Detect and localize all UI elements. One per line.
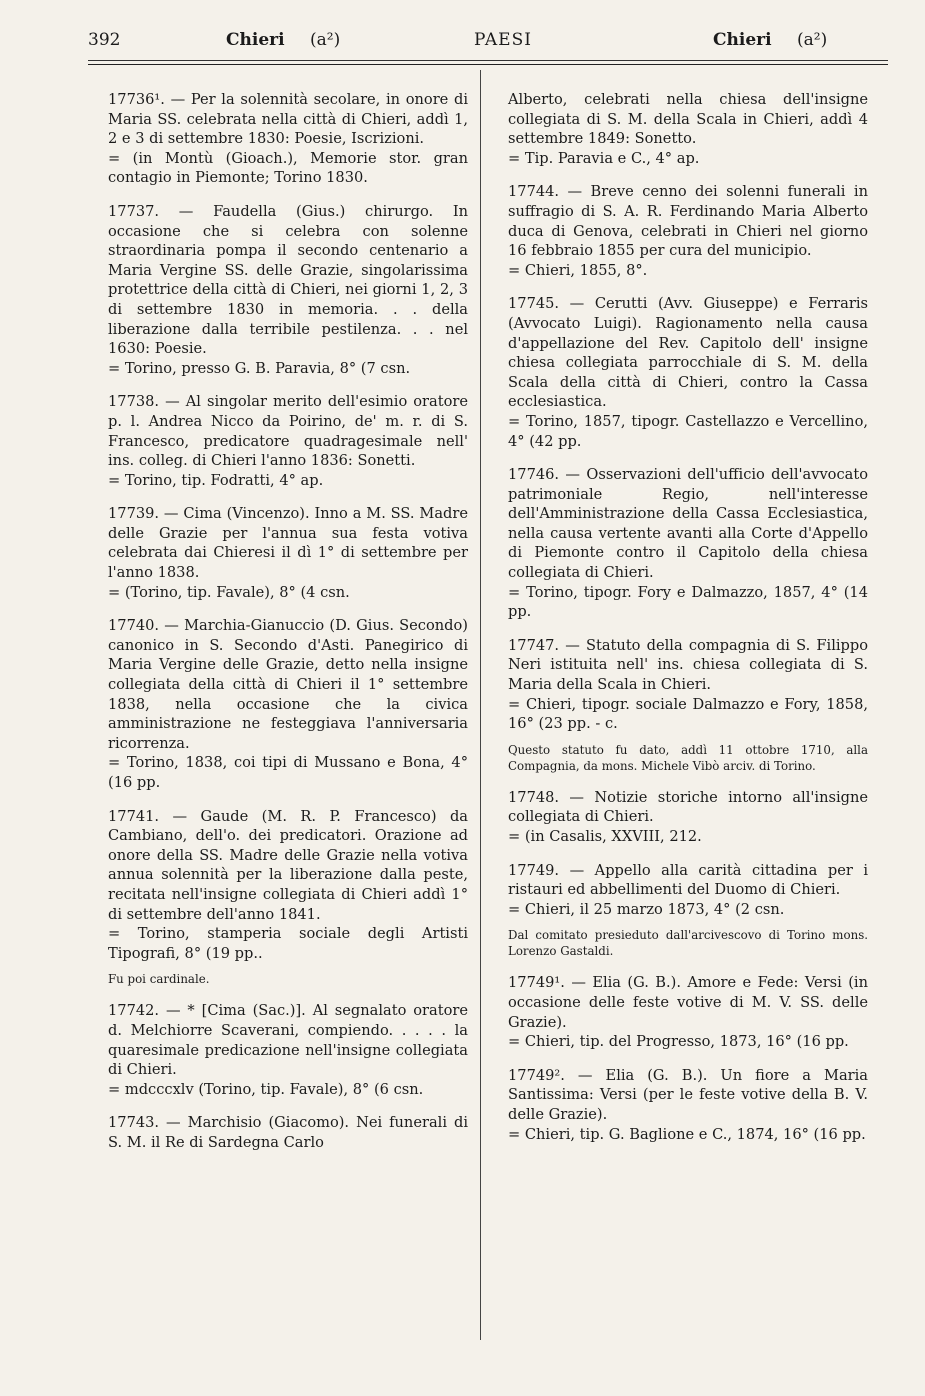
entry-imprint: = Tip. Paravia e C., 4° ap.	[508, 149, 700, 167]
header-left-title: Chieri	[226, 30, 285, 50]
catalog-entry	[508, 788, 868, 847]
entry-text: 17742. — * [Cima (Sac.)]. Al segnalato oratore d. Melchiorre Scaverani, compiendo. . . . . la quaresimale predicazione nell'insigne collegiata di Chieri.	[108, 1002, 468, 1079]
header-rule-double	[88, 64, 888, 65]
header-rule	[88, 60, 888, 61]
entry-imprint: = Chieri, 1855, 8°.	[508, 261, 648, 279]
catalog-entry	[508, 636, 868, 734]
catalog-entry	[508, 973, 868, 1051]
entry-imprint: = Chieri, tipogr. sociale Dalmazzo e Fory, 1858, 16° (23 pp. - c.	[508, 695, 868, 733]
page-number: 392	[88, 30, 121, 50]
entry-text: 17749. — Appello alla carità cittadina per i ristauri ed abbellimenti del Duomo di Chieri.	[508, 861, 868, 899]
entry-text: 17739. — Cima (Vincenzo). Inno a M. SS. Madre delle Grazie per l'annua sua festa votiva celebrata dai Chieresi il dì 1° di settembre per l'anno 1838.	[108, 505, 468, 582]
right-column	[508, 90, 868, 1158]
entry-imprint: = (in Casalis, XXVIII, 212.	[508, 828, 702, 845]
entry-imprint: = Torino, tip. Fodratti, 4° ap.	[108, 471, 324, 489]
entry-text: 17741. — Gaude (M. R. P. Francesco) da Cambiano, dell'o. dei predicatori. Orazione ad onore della SS. Madre delle Grazie nella votiva annua solennità per la liberazione dalla peste, recitata nell'insigne collegiata di Chieri addì 1° di settembre dell'anno 1841.	[108, 807, 468, 923]
catalog-entry	[508, 294, 868, 451]
entry-imprint: = Chieri, tip. G. Baglione e C., 1874, 16° (16 pp.	[508, 1125, 866, 1143]
entry-imprint: = mdcccxlv (Torino, tip. Favale), 8° (6 csn.	[108, 1080, 424, 1098]
entry-text: 17748. — Notizie storiche intorno all'insigne collegiata di Chieri.	[508, 788, 868, 826]
entry-text: 17736¹. — Per la solennità secolare, in onore di Maria SS. celebrata nella città di Chieri, addì 1, 2 e 3 di settembre 1830: Poesie, Iscrizioni.	[108, 91, 468, 148]
entry-imprint: = Torino, presso G. B. Paravia, 8° (7 csn.	[108, 359, 411, 377]
entry-imprint: = Torino, stamperia sociale degli Artisti Tipografi, 8° (19 pp..	[108, 925, 468, 962]
catalog-entry	[508, 1066, 868, 1144]
entry-text: 17743. — Marchisio (Giacomo). Nei funerali di S. M. il Re di Sardegna Carlo	[108, 1114, 468, 1151]
catalog-entry	[508, 90, 868, 168]
catalog-entry	[508, 182, 868, 280]
entry-note: Fu poi cardinale.	[108, 972, 210, 987]
catalog-entry	[108, 1113, 468, 1152]
entry-text: 17749¹. — Elia (G. B.). Amore e Fede: Versi (in occasione delle feste votive di M. V. SS. delle Grazie).	[508, 974, 868, 1031]
catalog-entry	[108, 807, 468, 964]
catalog-entry	[108, 90, 468, 188]
running-header	[88, 30, 888, 58]
entry-text: 17747. — Statuto della compagnia di S. Filippo Neri istituita nell' ins. chiesa collegiata di S. Maria della Scala in Chieri.	[508, 636, 868, 694]
entry-imprint: = Torino, tipogr. Fory e Dalmazzo, 1857, 4° (14 pp.	[508, 583, 868, 621]
entry-imprint: = Torino, 1857, tipogr. Castellazzo e Vercellino, 4° (42 pp.	[508, 412, 868, 450]
header-left-sub: (a²)	[310, 30, 341, 50]
catalog-entry	[108, 202, 468, 378]
entry-imprint: = Torino, 1838, coi tipi di Mussano e Bona, 4° (16 pp.	[108, 754, 468, 791]
catalog-entry	[508, 465, 868, 622]
column-divider	[480, 70, 481, 1340]
entry-text: 17740. — Marchia-Gianuccio (D. Gius. Secondo) canonico in S. Secondo d'Asti. Panegirico di Maria Vergine delle Grazie, detto nella insigne collegiata della città di Chieri il 1° settembre 1838, nella occasione che la civica amministrazione ne festeggiava l'anniversaria ricorrenza.	[108, 617, 468, 752]
catalog-entry	[108, 616, 468, 792]
entry-imprint: = Chieri, tip. del Progresso, 1873, 16° (16 pp.	[508, 1033, 849, 1051]
catalog-entry	[108, 504, 468, 602]
entry-note: Dal comitato presieduto dall'arcivescovo di Torino mons. Lorenzo Gastaldi.	[508, 928, 868, 959]
entry-imprint: = (in Montù (Gioach.), Memorie stor. gran contagio in Piemonte; Torino 1830.	[108, 149, 468, 187]
entry-text: 17746. — Osservazioni dell'ufficio dell'avvocato patrimoniale Regio, nell'interesse dell'Amministrazione della Cassa Ecclesiastica, nella causa vertente avanti alla Corte d'Appello di Piemonte contro il Capitolo della chiesa collegiata di Chieri.	[508, 466, 868, 582]
entry-text: 17737. — Faudella (Gius.) chirurgo. In occasione che si celebra con solenne straordinaria pompa il secondo centenario a Maria Vergine SS. delle Grazie, singolarissima protettrice della città di Chieri, nei giorni 1, 2, 3 di settembre 1830 in memoria. . . della liberazione dalla terribile pestilenza. . . nel 1630: Poesie.	[108, 202, 468, 358]
entry-text: 17744. — Breve cenno dei solenni funerali in suffragio di S. A. R. Ferdinando Maria Alberto duca di Genova, celebrati in Chieri nel giorno 16 febbraio 1855 per cura del municipio.	[508, 183, 868, 260]
left-column	[108, 90, 468, 1167]
header-right-title: Chieri	[713, 30, 772, 50]
entry-text: Alberto, celebrati nella chiesa dell'insigne collegiata di S. M. della Scala in Chieri, addì 4 settembre 1849: Sonetto.	[508, 91, 868, 148]
entry-note: Questo statuto fu dato, addì 11 ottobre 1710, alla Compagnia, da mons. Michele Vibò arciv. di Torino.	[508, 742, 868, 773]
catalog-entry	[108, 1001, 468, 1099]
catalog-entry	[108, 392, 468, 490]
entry-imprint: = (Torino, tip. Favale), 8° (4 csn.	[108, 583, 350, 601]
entry-text: 17738. — Al singolar merito dell'esimio oratore p. l. Andrea Nicco da Poirino, de' m. r. di S. Francesco, predicatore quadragesimale nell' ins. colleg. di Chieri l'anno 1836: Sonetti.	[108, 393, 468, 470]
header-right-sub: (a²)	[797, 30, 828, 50]
entry-text: 17749². — Elia (G. B.). Un fiore a Maria Santissima: Versi (per le feste votive della B. V. delle Grazie).	[508, 1066, 868, 1123]
entry-imprint: = Chieri, il 25 marzo 1873, 4° (2 csn.	[508, 900, 785, 918]
header-center: PAESI	[474, 30, 532, 50]
catalog-entry	[508, 861, 868, 920]
entry-text: 17745. — Cerutti (Avv. Giuseppe) e Ferraris (Avvocato Luigi). Ragionamento nella causa d'appellazione del Rev. Capitolo dell' insigne chiesa collegiata parrocchiale di S. M. della Scala della città di Chieri, contro la Cassa ecclesiastica.	[508, 295, 868, 411]
